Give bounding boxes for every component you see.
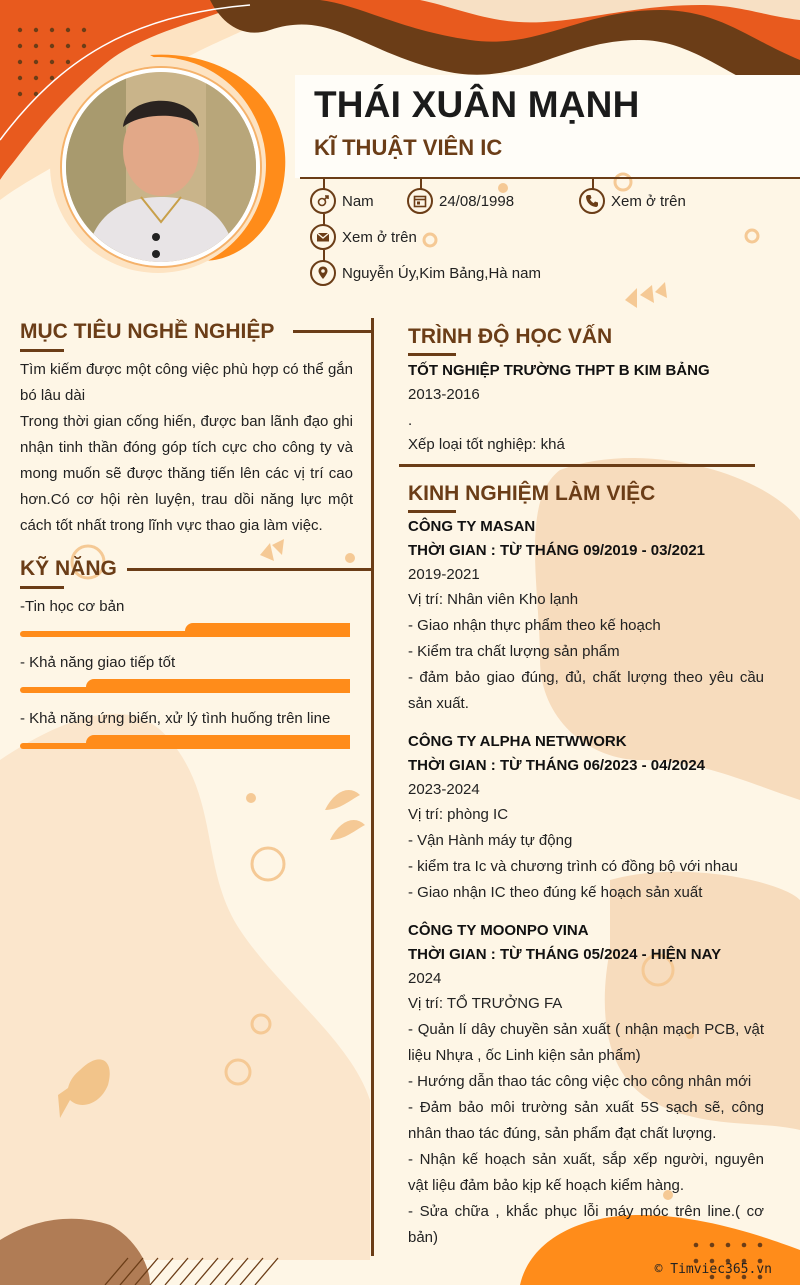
education-dot: .	[408, 412, 413, 429]
email-icon	[310, 224, 336, 250]
company-name: CÔNG TY ALPHA NETWWORK	[408, 733, 627, 750]
job-entry	[408, 515, 764, 717]
email-info	[310, 224, 417, 250]
job-position: Vị trí: phòng IC	[408, 806, 509, 823]
objective-title: MỤC TIÊU NGHỀ NGHIỆP	[20, 320, 275, 343]
job-duty: - Giao nhận thực phẩm theo kế hoạch	[408, 617, 661, 634]
birthday-value: 24/08/1998	[439, 192, 515, 210]
avatar-icon	[66, 72, 256, 262]
job-duty: - Đảm bảo môi trường sản xuất 5S sạch sẽ, công nhân thao tác đúng, sản phẩm đạt chất lượng.	[408, 1099, 764, 1142]
job-duty: - Sửa chữa , khắc phục lỗi máy móc trên line.( cơ bản)	[408, 1203, 764, 1246]
job-title: KĨ THUẬT VIÊN IC	[314, 135, 503, 160]
job-years: 2023-2024	[408, 781, 480, 798]
skills-title: KỸ NĂNG	[20, 557, 117, 580]
skill-bar	[20, 679, 350, 693]
job-duty: - kiểm tra Ic và chương trình có đồng bộ với nhau	[408, 858, 738, 875]
objective-text	[20, 357, 353, 539]
objective-line-2: Trong thời gian cống hiến, được ban lãnh đạo ghi nhận tinh thần đóng góp tích cực cho công ty và mong muốn sẽ được thăng tiến lên các vị trí cao hơn.Có cơ hội rèn luyện, trau dồi năng lực một cách tốt nhất trong lĩnh vực thao gia làm việc.	[20, 413, 353, 534]
skill-level-fill	[86, 735, 350, 749]
title-underline	[408, 353, 456, 356]
job-duty: - đảm bảo giao đúng, đủ, chất lượng theo yêu cầu sản xuất.	[408, 669, 764, 712]
gender-info	[310, 188, 374, 214]
title-underline	[20, 586, 64, 589]
candidate-name: THÁI XUÂN MẠNH	[314, 84, 640, 125]
title-underline	[20, 349, 64, 352]
job-duty: - Vận Hành máy tự động	[408, 832, 573, 849]
skill-item: - Khả năng ứng biến, xử lý tình huống trên line	[20, 710, 331, 727]
phone-value: Xem ở trên	[611, 192, 686, 210]
job-period: THỜI GIAN : TỪ THÁNG 09/2019 - 03/2021	[408, 542, 705, 559]
section-divider	[399, 464, 755, 467]
job-duty: - Giao nhận IC theo đúng kế hoạch sản xuất	[408, 884, 703, 901]
job-years: 2019-2021	[408, 566, 480, 583]
job-duty: - Kiểm tra chất lượng sản phẩm	[408, 643, 620, 660]
job-duty: - Hướng dẫn thao tác công việc cho công nhân mới	[408, 1073, 752, 1090]
experience-title: KINH NGHIỆM LÀM VIỆC	[408, 482, 656, 505]
watermark-text: © Timviec365.vn	[654, 1262, 772, 1277]
skill-level-fill	[86, 679, 350, 693]
job-years: 2024	[408, 970, 442, 987]
job-period: THỜI GIAN : TỪ THÁNG 06/2023 - 04/2024	[408, 757, 705, 774]
gender-value: Nam	[342, 192, 374, 210]
job-entry	[408, 919, 764, 1251]
education-block	[408, 358, 764, 458]
education-years: 2013-2016	[408, 386, 480, 403]
birthday-info	[407, 188, 514, 214]
company-name: CÔNG TY MOONPO VINA	[408, 922, 589, 939]
skill-item: - Khả năng giao tiếp tốt	[20, 654, 176, 671]
company-name: CÔNG TY MASAN	[408, 518, 536, 535]
address-value: Nguyễn Úy,Kim Bảng,Hà nam	[342, 264, 541, 282]
location-pin-icon	[310, 260, 336, 286]
job-duty: - Quản lí dây chuyền sản xuất ( nhận mạch PCB, vật liệu Nhựa , ốc Linh kiện sản phẩm)	[408, 1021, 764, 1064]
skill-bar	[20, 735, 350, 749]
education-grade: Xếp loại tốt nghiệp: khá	[408, 436, 565, 453]
skill-level-fill	[185, 623, 350, 637]
address-info	[310, 260, 541, 286]
job-position: Vị trí: Nhân viên Kho lạnh	[408, 591, 579, 608]
school-name: TỐT NGHIỆP TRƯỜNG THPT B KIM BẢNG	[408, 362, 710, 379]
profile-photo	[62, 68, 260, 266]
column-divider	[371, 318, 374, 1256]
title-rule	[127, 568, 373, 571]
job-position: Vị trí: TỔ TRƯỞNG FA	[408, 995, 563, 1012]
job-entry	[408, 730, 764, 906]
skill-bar	[20, 623, 350, 637]
email-value: Xem ở trên	[342, 228, 417, 246]
job-period: THỜI GIAN : TỪ THÁNG 05/2024 - HIỆN NAY	[408, 946, 722, 963]
gender-icon	[310, 188, 336, 214]
job-duty: - Nhận kế hoạch sản xuất, sắp xếp người, nguyên vật liệu đảm bảo kịp kế hoạch kiểm hàng.	[408, 1151, 764, 1194]
header-divider	[300, 177, 800, 179]
objective-line-1: Tìm kiếm được một công việc phù hợp có thể gắn bó lâu dài	[20, 361, 353, 404]
title-rule	[293, 330, 373, 333]
education-title: TRÌNH ĐỘ HỌC VẤN	[408, 325, 613, 348]
phone-icon	[579, 188, 605, 214]
calendar-icon	[407, 188, 433, 214]
phone-info	[579, 188, 686, 214]
title-underline	[408, 510, 456, 513]
skill-item: -Tin học cơ bản	[20, 598, 125, 615]
